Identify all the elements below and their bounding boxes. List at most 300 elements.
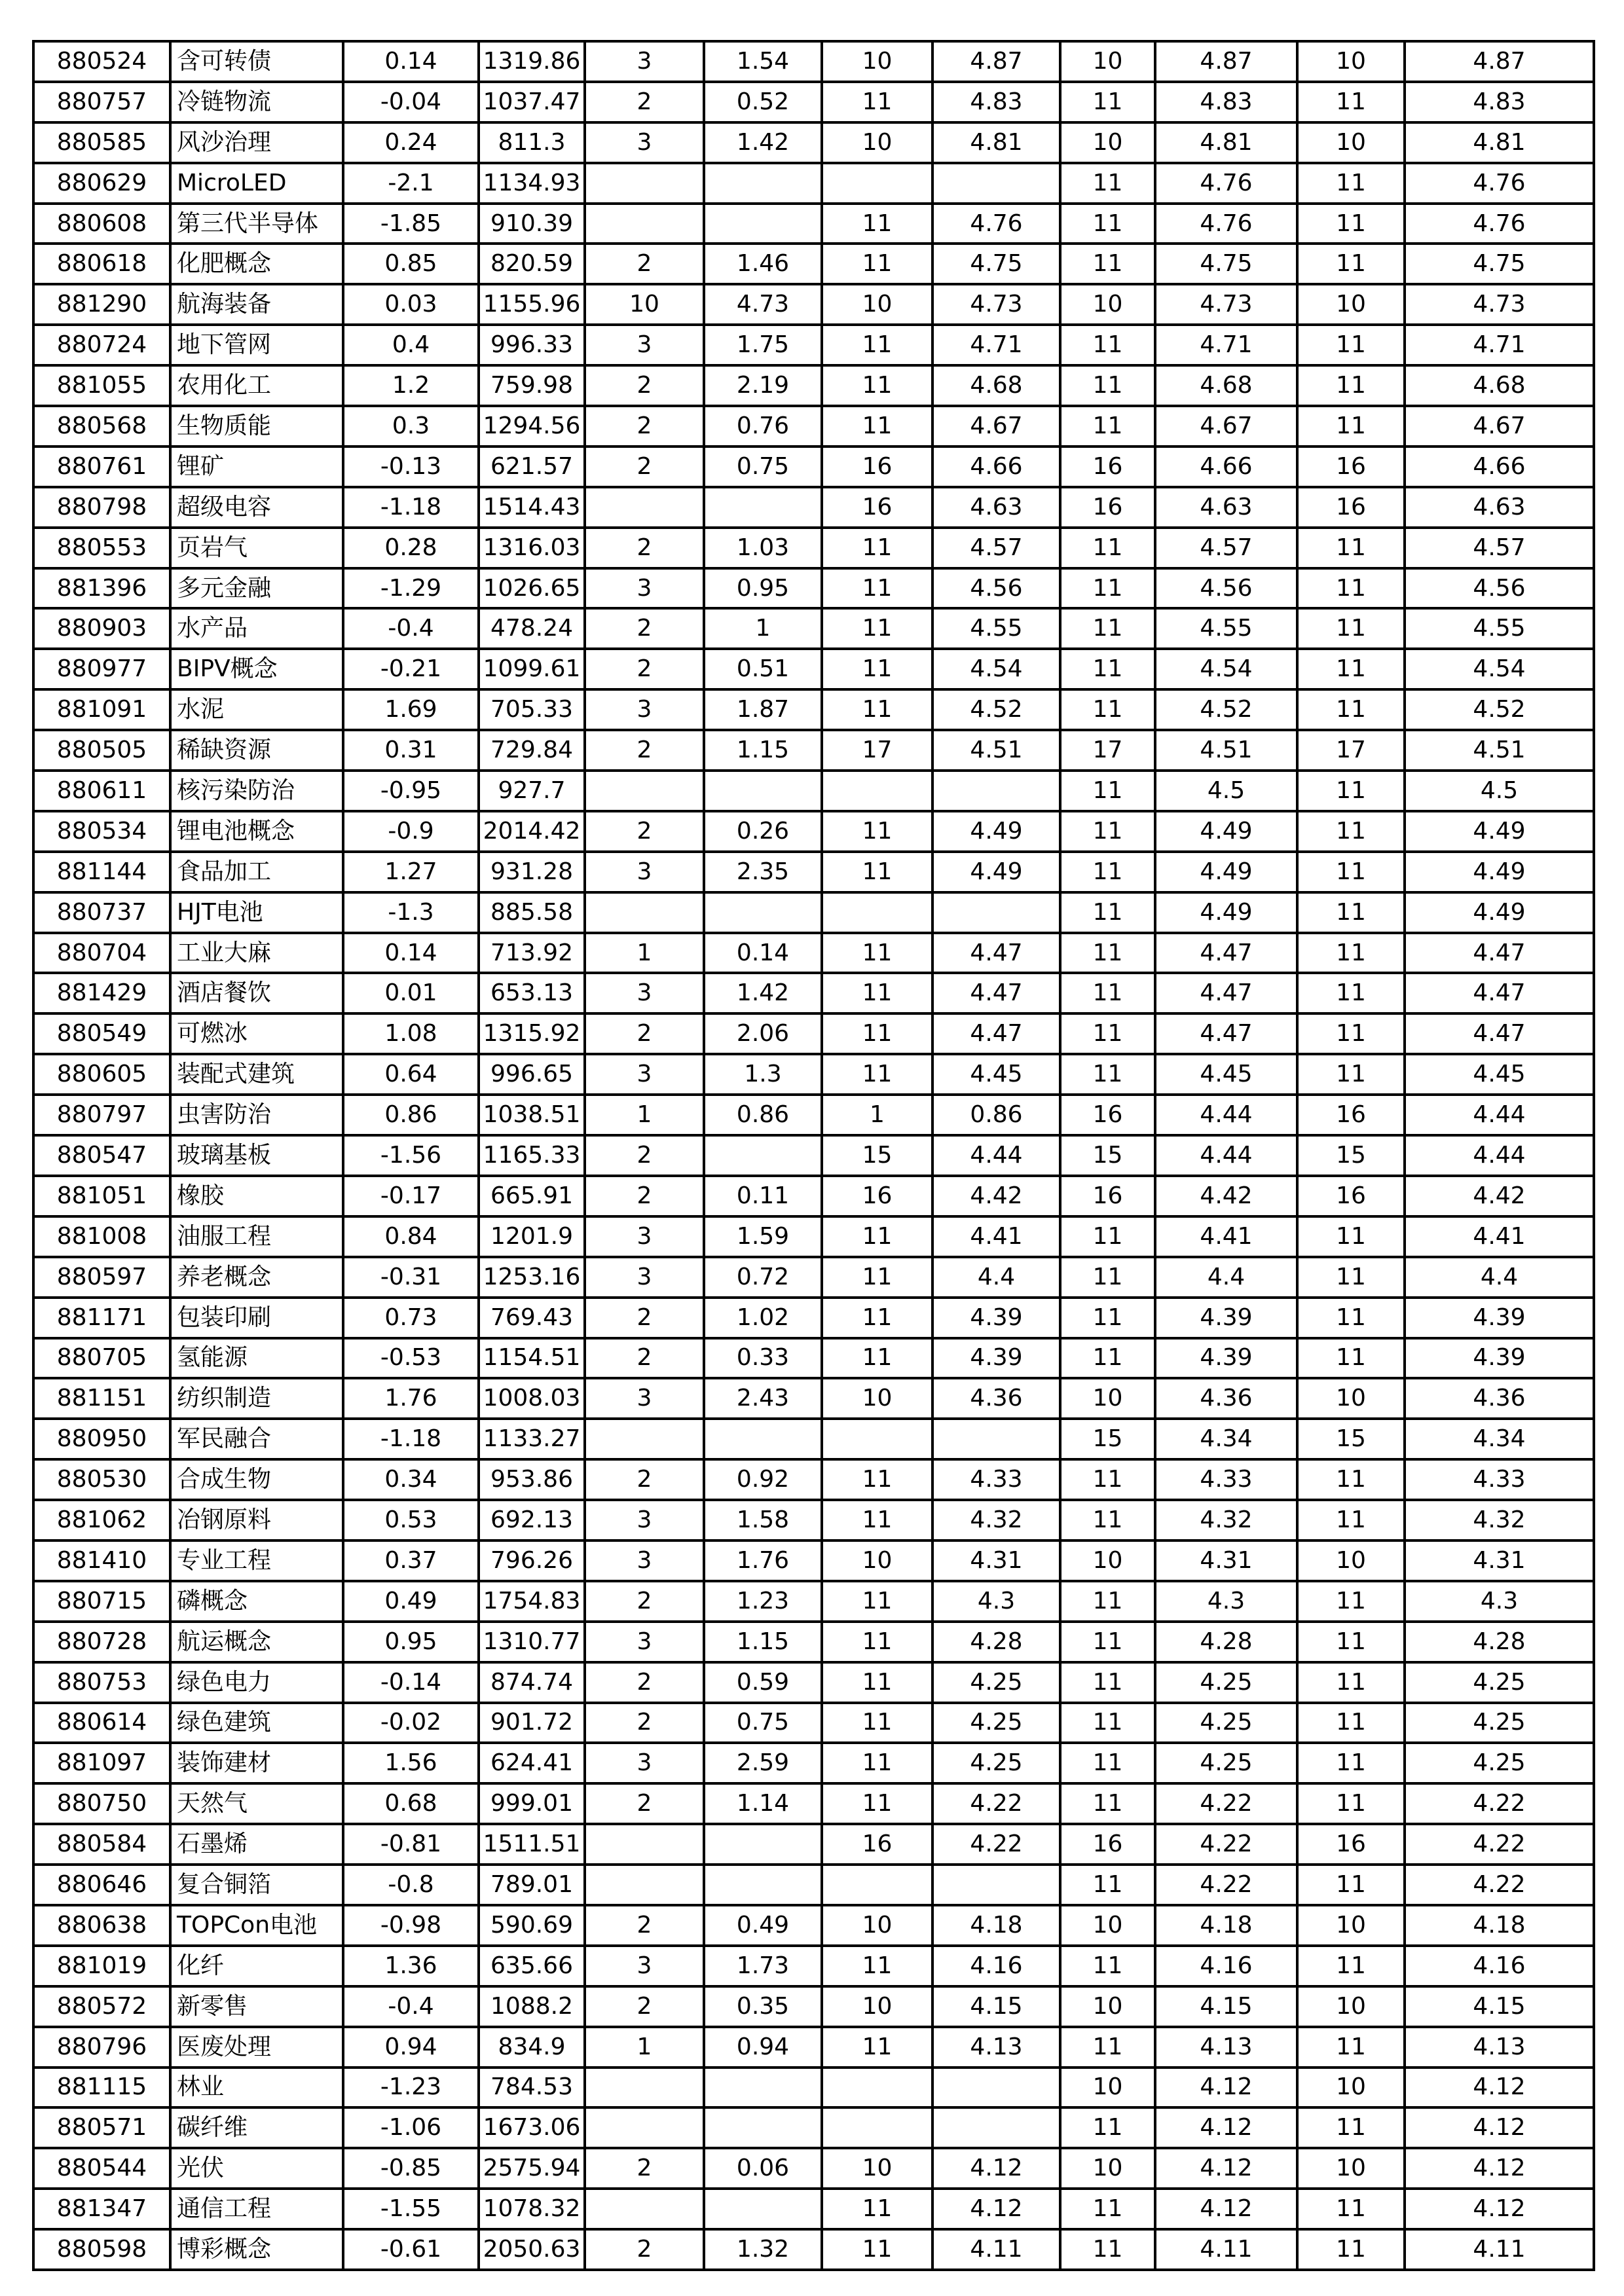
- cell-code: 881171: [33, 1298, 170, 1338]
- cell-col-f: 4.12: [1155, 2189, 1297, 2229]
- cell-change: -0.02: [343, 1703, 479, 1743]
- cell-index: 1319.86: [479, 41, 585, 82]
- cell-col-b: [704, 2107, 822, 2148]
- cell-col-b: 0.06: [704, 2148, 822, 2189]
- cell-col-b: 2.19: [704, 365, 822, 406]
- cell-col-e: 11: [1060, 2229, 1155, 2270]
- cell-col-a: 2: [585, 244, 704, 284]
- cell-col-f: 4.44: [1155, 1135, 1297, 1176]
- cell-col-a: 3: [585, 122, 704, 163]
- cell-col-b: 1.46: [704, 244, 822, 284]
- cell-col-b: 1.59: [704, 1216, 822, 1257]
- cell-col-b: 0.35: [704, 1986, 822, 2027]
- cell-col-d: 4.13: [932, 2027, 1060, 2068]
- cell-index: 820.59: [479, 244, 585, 284]
- cell-change: -1.3: [343, 892, 479, 933]
- cell-col-g: 11: [1297, 1013, 1405, 1054]
- cell-col-f: 4.73: [1155, 284, 1297, 325]
- cell-col-e: 11: [1060, 1459, 1155, 1500]
- cell-change: 0.31: [343, 730, 479, 771]
- cell-name: MicroLED: [170, 163, 343, 204]
- cell-col-e: 16: [1060, 1824, 1155, 1865]
- cell-change: -0.4: [343, 608, 479, 649]
- cell-col-h: 4.5: [1405, 771, 1594, 811]
- cell-col-c: [822, 771, 932, 811]
- cell-col-c: [822, 1419, 932, 1459]
- cell-code: 880737: [33, 892, 170, 933]
- cell-name: 医废处理: [170, 2027, 343, 2068]
- cell-col-c: 16: [822, 1176, 932, 1216]
- cell-col-e: 10: [1060, 2148, 1155, 2189]
- cell-index: 1253.16: [479, 1257, 585, 1298]
- cell-col-f: 4.16: [1155, 1946, 1297, 1986]
- cell-col-g: 11: [1297, 649, 1405, 689]
- cell-col-f: 4.87: [1155, 41, 1297, 82]
- cell-col-f: 4.63: [1155, 487, 1297, 528]
- cell-col-e: 11: [1060, 811, 1155, 852]
- cell-code: 880753: [33, 1662, 170, 1703]
- cell-col-g: 16: [1297, 446, 1405, 487]
- cell-col-b: 1.14: [704, 1783, 822, 1824]
- cell-col-d: 4.51: [932, 730, 1060, 771]
- cell-name: 专业工程: [170, 1540, 343, 1581]
- cell-change: 0.37: [343, 1540, 479, 1581]
- cell-name: 包装印刷: [170, 1298, 343, 1338]
- cell-col-g: 11: [1297, 406, 1405, 446]
- cell-col-c: 10: [822, 41, 932, 82]
- cell-name: 页岩气: [170, 528, 343, 568]
- cell-col-c: 10: [822, 284, 932, 325]
- cell-col-c: 11: [822, 1216, 932, 1257]
- cell-col-e: 11: [1060, 689, 1155, 730]
- table-row: [33, 1824, 1594, 1865]
- cell-col-e: 10: [1060, 2068, 1155, 2108]
- cell-col-c: 11: [822, 2027, 932, 2068]
- cell-col-b: 2.59: [704, 1743, 822, 1783]
- cell-col-b: 1.32: [704, 2229, 822, 2270]
- cell-name: 第三代半导体: [170, 204, 343, 244]
- cell-col-h: 4.47: [1405, 1013, 1594, 1054]
- cell-index: 2014.42: [479, 811, 585, 852]
- cell-change: 0.84: [343, 1216, 479, 1257]
- cell-col-e: 11: [1060, 1703, 1155, 1743]
- cell-col-d: 4.55: [932, 608, 1060, 649]
- cell-col-e: 11: [1060, 2107, 1155, 2148]
- cell-index: 713.92: [479, 933, 585, 974]
- cell-col-a: 3: [585, 1743, 704, 1783]
- cell-name: 橡胶: [170, 1176, 343, 1216]
- cell-col-e: 10: [1060, 1986, 1155, 2027]
- cell-col-e: 10: [1060, 1378, 1155, 1419]
- cell-col-d: [932, 2068, 1060, 2108]
- cell-col-b: 0.76: [704, 406, 822, 446]
- cell-col-b: 2.43: [704, 1378, 822, 1419]
- cell-col-d: 4.49: [932, 811, 1060, 852]
- table-row: [33, 1905, 1594, 1946]
- cell-col-b: 1.3: [704, 1054, 822, 1095]
- cell-col-b: 0.14: [704, 933, 822, 974]
- cell-change: 0.14: [343, 41, 479, 82]
- cell-col-b: 0.95: [704, 568, 822, 609]
- cell-col-d: 4.83: [932, 82, 1060, 122]
- cell-name: 碳纤维: [170, 2107, 343, 2148]
- table-row: [33, 1176, 1594, 1216]
- cell-col-e: 11: [1060, 771, 1155, 811]
- cell-col-f: 4.76: [1155, 163, 1297, 204]
- cell-col-a: 3: [585, 1500, 704, 1540]
- cell-col-c: [822, 1865, 932, 1905]
- cell-index: 931.28: [479, 852, 585, 892]
- cell-col-g: 11: [1297, 771, 1405, 811]
- cell-col-b: [704, 1135, 822, 1176]
- table-row: [33, 2068, 1594, 2108]
- cell-col-d: 4.44: [932, 1135, 1060, 1176]
- table-row: [33, 1946, 1594, 1986]
- table-row: [33, 892, 1594, 933]
- cell-col-a: 3: [585, 689, 704, 730]
- cell-name: 航海装备: [170, 284, 343, 325]
- cell-code: 881396: [33, 568, 170, 609]
- table-row: [33, 1540, 1594, 1581]
- cell-name: 食品加工: [170, 852, 343, 892]
- cell-index: 996.33: [479, 325, 585, 365]
- cell-code: 880977: [33, 649, 170, 689]
- cell-col-g: 11: [1297, 689, 1405, 730]
- cell-change: 0.64: [343, 1054, 479, 1095]
- cell-col-c: 11: [822, 2189, 932, 2229]
- table-row: [33, 365, 1594, 406]
- cell-index: 910.39: [479, 204, 585, 244]
- cell-col-b: 1.87: [704, 689, 822, 730]
- cell-col-f: 4.25: [1155, 1703, 1297, 1743]
- cell-name: 油服工程: [170, 1216, 343, 1257]
- cell-change: 0.68: [343, 1783, 479, 1824]
- cell-col-c: 11: [822, 2229, 932, 2270]
- cell-code: 880705: [33, 1338, 170, 1379]
- cell-col-d: [932, 1419, 1060, 1459]
- cell-col-a: 2: [585, 2148, 704, 2189]
- cell-code: 880715: [33, 1581, 170, 1622]
- cell-col-g: 15: [1297, 1135, 1405, 1176]
- cell-col-h: 4.32: [1405, 1500, 1594, 1540]
- cell-index: 811.3: [479, 122, 585, 163]
- cell-index: 834.9: [479, 2027, 585, 2068]
- cell-col-d: 4.47: [932, 933, 1060, 974]
- cell-col-c: 11: [822, 1946, 932, 1986]
- cell-col-e: 11: [1060, 1581, 1155, 1622]
- cell-col-c: 11: [822, 528, 932, 568]
- cell-index: 621.57: [479, 446, 585, 487]
- cell-col-g: 11: [1297, 1216, 1405, 1257]
- cell-index: 996.65: [479, 1054, 585, 1095]
- cell-index: 692.13: [479, 1500, 585, 1540]
- cell-col-c: 11: [822, 1581, 932, 1622]
- cell-col-g: 16: [1297, 1095, 1405, 1135]
- table-row: [33, 973, 1594, 1013]
- cell-change: 0.73: [343, 1298, 479, 1338]
- cell-col-g: 11: [1297, 1703, 1405, 1743]
- cell-col-h: 4.25: [1405, 1662, 1594, 1703]
- cell-col-e: 11: [1060, 2189, 1155, 2229]
- table-row: [33, 244, 1594, 284]
- cell-code: 881062: [33, 1500, 170, 1540]
- cell-col-a: 2: [585, 82, 704, 122]
- table-row: [33, 1054, 1594, 1095]
- cell-col-e: 11: [1060, 2027, 1155, 2068]
- cell-col-b: 0.92: [704, 1459, 822, 1500]
- cell-code: 880638: [33, 1905, 170, 1946]
- cell-col-h: 4.11: [1405, 2229, 1594, 2270]
- table-row: [33, 1581, 1594, 1622]
- cell-col-d: 4.16: [932, 1946, 1060, 1986]
- cell-col-a: 10: [585, 284, 704, 325]
- cell-code: 880549: [33, 1013, 170, 1054]
- cell-col-e: 11: [1060, 1216, 1155, 1257]
- cell-col-c: 17: [822, 730, 932, 771]
- cell-col-a: 3: [585, 973, 704, 1013]
- cell-col-h: 4.25: [1405, 1703, 1594, 1743]
- cell-col-f: 4.34: [1155, 1419, 1297, 1459]
- cell-col-h: 4.57: [1405, 528, 1594, 568]
- table-row: [33, 2229, 1594, 2270]
- cell-change: -0.53: [343, 1338, 479, 1379]
- cell-index: 1037.47: [479, 82, 585, 122]
- cell-col-f: 4.44: [1155, 1095, 1297, 1135]
- cell-col-c: 11: [822, 1783, 932, 1824]
- cell-col-f: 4.41: [1155, 1216, 1297, 1257]
- cell-index: 999.01: [479, 1783, 585, 1824]
- cell-col-c: 15: [822, 1135, 932, 1176]
- cell-col-d: 4.73: [932, 284, 1060, 325]
- cell-col-a: 3: [585, 568, 704, 609]
- cell-col-g: 11: [1297, 2189, 1405, 2229]
- cell-name: 绿色电力: [170, 1662, 343, 1703]
- cell-col-b: [704, 771, 822, 811]
- cell-change: 0.95: [343, 1622, 479, 1662]
- cell-name: 博彩概念: [170, 2229, 343, 2270]
- cell-col-g: 16: [1297, 487, 1405, 528]
- cell-col-e: 11: [1060, 973, 1155, 1013]
- cell-col-d: [932, 163, 1060, 204]
- cell-col-d: 0.86: [932, 1095, 1060, 1135]
- cell-change: -1.29: [343, 568, 479, 609]
- cell-col-f: 4.49: [1155, 811, 1297, 852]
- cell-col-f: 4.12: [1155, 2148, 1297, 2189]
- cell-col-e: 10: [1060, 284, 1155, 325]
- cell-index: 789.01: [479, 1865, 585, 1905]
- cell-change: 0.4: [343, 325, 479, 365]
- cell-col-b: [704, 163, 822, 204]
- cell-col-d: 4.54: [932, 649, 1060, 689]
- cell-name: 锂矿: [170, 446, 343, 487]
- cell-code: 881115: [33, 2068, 170, 2108]
- cell-col-a: 2: [585, 1581, 704, 1622]
- cell-col-a: 2: [585, 2229, 704, 2270]
- cell-col-g: 11: [1297, 1298, 1405, 1338]
- cell-name: 冷链物流: [170, 82, 343, 122]
- table-row: [33, 730, 1594, 771]
- cell-index: 927.7: [479, 771, 585, 811]
- cell-col-e: 11: [1060, 325, 1155, 365]
- cell-name: 含可转债: [170, 41, 343, 82]
- table-row: [33, 163, 1594, 204]
- cell-col-g: 11: [1297, 568, 1405, 609]
- cell-name: 合成生物: [170, 1459, 343, 1500]
- cell-col-f: 4.36: [1155, 1378, 1297, 1419]
- cell-name: 养老概念: [170, 1257, 343, 1298]
- cell-col-d: 4.49: [932, 852, 1060, 892]
- cell-col-d: 4.39: [932, 1298, 1060, 1338]
- cell-index: 1026.65: [479, 568, 585, 609]
- cell-code: 880611: [33, 771, 170, 811]
- cell-name: 纺织制造: [170, 1378, 343, 1419]
- cell-col-b: 1.15: [704, 1622, 822, 1662]
- cell-name: 装配式建筑: [170, 1054, 343, 1095]
- table-row: [33, 2148, 1594, 2189]
- cell-col-g: 11: [1297, 1662, 1405, 1703]
- cell-col-g: 10: [1297, 41, 1405, 82]
- cell-col-e: 11: [1060, 1013, 1155, 1054]
- cell-code: 881097: [33, 1743, 170, 1783]
- cell-col-h: 4.54: [1405, 649, 1594, 689]
- cell-change: 0.3: [343, 406, 479, 446]
- table-row: [33, 1135, 1594, 1176]
- cell-name: 绿色建筑: [170, 1703, 343, 1743]
- cell-name: 虫害防治: [170, 1095, 343, 1135]
- cell-col-b: [704, 1865, 822, 1905]
- cell-col-a: [585, 2068, 704, 2108]
- cell-col-h: 4.87: [1405, 41, 1594, 82]
- cell-col-h: 4.47: [1405, 933, 1594, 974]
- cell-name: 光伏: [170, 2148, 343, 2189]
- cell-col-g: 15: [1297, 1419, 1405, 1459]
- cell-col-f: 4.54: [1155, 649, 1297, 689]
- cell-col-a: [585, 771, 704, 811]
- cell-col-d: 4.25: [932, 1703, 1060, 1743]
- cell-col-d: 4.18: [932, 1905, 1060, 1946]
- cell-col-g: 16: [1297, 1824, 1405, 1865]
- cell-code: 881055: [33, 365, 170, 406]
- cell-col-g: 11: [1297, 892, 1405, 933]
- cell-col-d: 4.12: [932, 2189, 1060, 2229]
- cell-change: -0.95: [343, 771, 479, 811]
- cell-col-d: [932, 771, 1060, 811]
- cell-code: 880585: [33, 122, 170, 163]
- cell-name: 酒店餐饮: [170, 973, 343, 1013]
- cell-col-b: [704, 892, 822, 933]
- table-row: [33, 1783, 1594, 1824]
- cell-name: 水泥: [170, 689, 343, 730]
- cell-index: 885.58: [479, 892, 585, 933]
- cell-col-e: 11: [1060, 204, 1155, 244]
- cell-col-d: 4.31: [932, 1540, 1060, 1581]
- cell-col-d: 4.15: [932, 1986, 1060, 2027]
- cell-col-e: 10: [1060, 41, 1155, 82]
- cell-col-a: 2: [585, 1905, 704, 1946]
- cell-col-f: 4.49: [1155, 892, 1297, 933]
- cell-col-h: 4.12: [1405, 2189, 1594, 2229]
- cell-change: 0.01: [343, 973, 479, 1013]
- table-row: [33, 1095, 1594, 1135]
- cell-change: 0.49: [343, 1581, 479, 1622]
- cell-change: -0.61: [343, 2229, 479, 2270]
- cell-col-h: 4.75: [1405, 244, 1594, 284]
- table-row: [33, 771, 1594, 811]
- cell-change: -0.13: [343, 446, 479, 487]
- cell-col-c: 16: [822, 487, 932, 528]
- cell-col-a: [585, 2189, 704, 2229]
- cell-index: 1155.96: [479, 284, 585, 325]
- cell-col-b: 1.42: [704, 122, 822, 163]
- cell-code: 880584: [33, 1824, 170, 1865]
- cell-col-b: [704, 1824, 822, 1865]
- cell-col-a: 2: [585, 649, 704, 689]
- cell-col-c: 11: [822, 973, 932, 1013]
- cell-change: 0.53: [343, 1500, 479, 1540]
- cell-col-b: [704, 204, 822, 244]
- cell-code: 880605: [33, 1054, 170, 1095]
- cell-col-f: 4.39: [1155, 1338, 1297, 1379]
- cell-col-h: 4.28: [1405, 1622, 1594, 1662]
- cell-col-d: [932, 892, 1060, 933]
- table-row: [33, 933, 1594, 974]
- cell-code: 881144: [33, 852, 170, 892]
- cell-change: 0.85: [343, 244, 479, 284]
- table-row: [33, 1257, 1594, 1298]
- cell-change: -0.21: [343, 649, 479, 689]
- cell-col-h: 4.16: [1405, 1946, 1594, 1986]
- cell-col-h: 4.83: [1405, 82, 1594, 122]
- table-row: [33, 1703, 1594, 1743]
- cell-code: 880530: [33, 1459, 170, 1500]
- cell-change: -1.06: [343, 2107, 479, 2148]
- cell-col-g: 11: [1297, 1783, 1405, 1824]
- cell-col-h: 4.3: [1405, 1581, 1594, 1622]
- cell-col-a: 3: [585, 852, 704, 892]
- cell-name: 复合铜箔: [170, 1865, 343, 1905]
- cell-name: 通信工程: [170, 2189, 343, 2229]
- cell-col-g: 11: [1297, 811, 1405, 852]
- cell-col-b: 1.54: [704, 41, 822, 82]
- cell-col-b: 4.73: [704, 284, 822, 325]
- cell-col-a: 3: [585, 1946, 704, 1986]
- cell-col-h: 4.56: [1405, 568, 1594, 609]
- cell-col-a: 2: [585, 608, 704, 649]
- cell-col-f: 4.52: [1155, 689, 1297, 730]
- cell-name: 稀缺资源: [170, 730, 343, 771]
- cell-code: 880544: [33, 2148, 170, 2189]
- cell-col-g: 11: [1297, 2027, 1405, 2068]
- table-row: [33, 568, 1594, 609]
- cell-col-f: 4.71: [1155, 325, 1297, 365]
- cell-col-h: 4.71: [1405, 325, 1594, 365]
- cell-col-e: 16: [1060, 446, 1155, 487]
- cell-index: 2575.94: [479, 2148, 585, 2189]
- cell-col-c: 1: [822, 1095, 932, 1135]
- table-row: [33, 1298, 1594, 1338]
- cell-change: -2.1: [343, 163, 479, 204]
- cell-code: 881429: [33, 973, 170, 1013]
- cell-code: 880724: [33, 325, 170, 365]
- cell-index: 1294.56: [479, 406, 585, 446]
- cell-name: 军民融合: [170, 1419, 343, 1459]
- cell-index: 1099.61: [479, 649, 585, 689]
- cell-change: 0.14: [343, 933, 479, 974]
- cell-index: 784.53: [479, 2068, 585, 2108]
- cell-col-a: [585, 163, 704, 204]
- table-row: [33, 446, 1594, 487]
- cell-col-a: 2: [585, 811, 704, 852]
